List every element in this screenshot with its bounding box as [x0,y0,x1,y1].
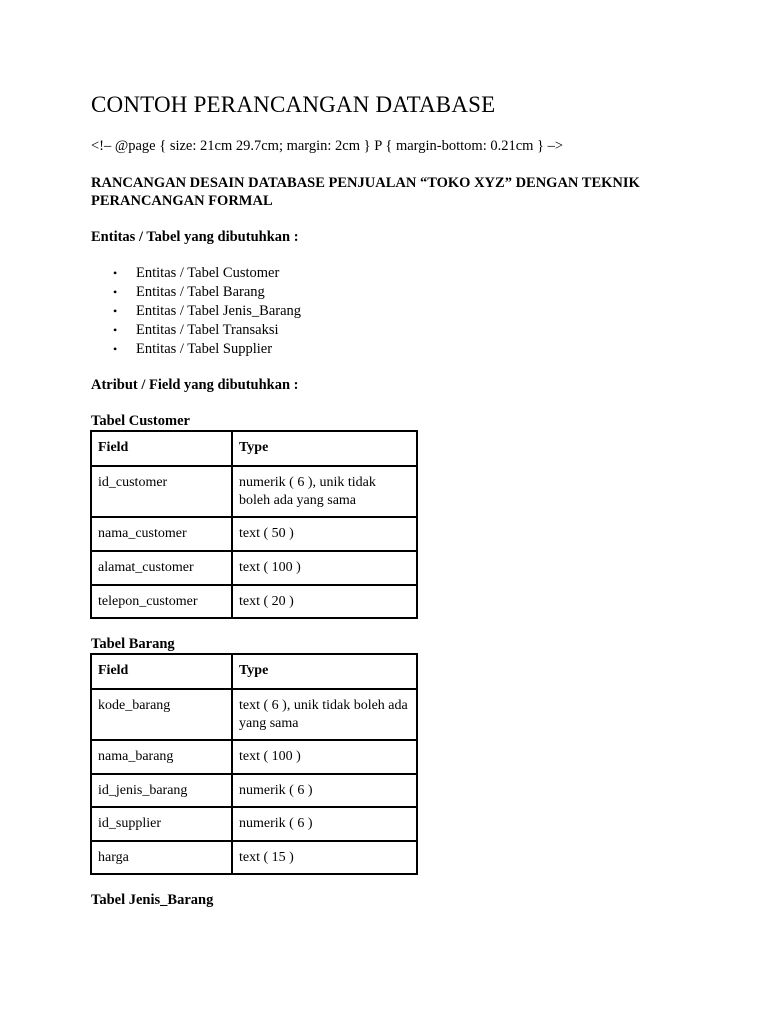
section-heading: RANCANGAN DESAIN DATABASE PENJUALAN “TOKO XYZ” DENGAN TEKNIK PERANCANGAN FORMAL [91,175,640,209]
css-comment-text: <!– @page { size: 21cm 29.7cm; margin: 2cm } P { margin-bottom: 0.21cm } –> [91,138,564,154]
field-cell: nama_customer [91,517,232,551]
table-customer [90,430,418,619]
type-cell: numerik ( 6 ), unik tidak boleh ada yang sama [232,466,417,517]
table-customer-title: Tabel Customer [91,413,190,429]
field-cell: kode_barang [91,689,232,740]
table-row [91,774,417,807]
table-jenis-barang-title: Tabel Jenis_Barang [91,892,214,908]
type-cell: numerik ( 6 ) [232,774,417,807]
table-row [91,585,417,618]
type-cell: text ( 100 ) [232,740,417,774]
field-cell: telepon_customer [91,585,232,618]
bullet-icon: • [113,266,118,280]
bullet-icon: • [113,342,118,356]
field-cell: id_customer [91,466,232,517]
header-type: Type [232,654,417,689]
attributes-label: Atribut / Field yang dibutuhkan : [91,377,299,393]
field-cell: harga [91,841,232,874]
page-title: CONTOH PERANCANGAN DATABASE [91,92,496,117]
table-row [91,841,417,874]
table-barang-title: Tabel Barang [91,636,175,652]
table-header-row [91,431,417,466]
list-item: • Entitas / Tabel Customer [113,265,280,281]
type-cell: numerik ( 6 ) [232,807,417,841]
bullet-icon: • [113,323,118,337]
list-item: • Entitas / Tabel Transaksi [113,322,279,338]
header-field: Field [91,431,232,466]
type-cell: text ( 6 ), unik tidak boleh ada yang sama [232,689,417,740]
list-item: • Entitas / Tabel Jenis_Barang [113,303,302,319]
entities-label: Entitas / Tabel yang dibutuhkan : [91,229,299,245]
table-row [91,551,417,585]
field-cell: id_jenis_barang [91,774,232,807]
table-row [91,807,417,841]
list-item: • Entitas / Tabel Barang [113,284,265,300]
type-cell: text ( 20 ) [232,585,417,618]
header-type: Type [232,431,417,466]
table-row [91,517,417,551]
field-cell: nama_barang [91,740,232,774]
table-row [91,740,417,774]
bullet-icon: • [113,304,118,318]
table-barang [90,653,418,875]
field-cell: id_supplier [91,807,232,841]
table-row [91,689,417,740]
list-item: • Entitas / Tabel Supplier [113,341,273,357]
field-cell: alamat_customer [91,551,232,585]
bullet-icon: • [113,285,118,299]
type-cell: text ( 15 ) [232,841,417,874]
entities-list [91,264,301,359]
table-row [91,466,417,517]
table-header-row [91,654,417,689]
header-field: Field [91,654,232,689]
type-cell: text ( 100 ) [232,551,417,585]
type-cell: text ( 50 ) [232,517,417,551]
